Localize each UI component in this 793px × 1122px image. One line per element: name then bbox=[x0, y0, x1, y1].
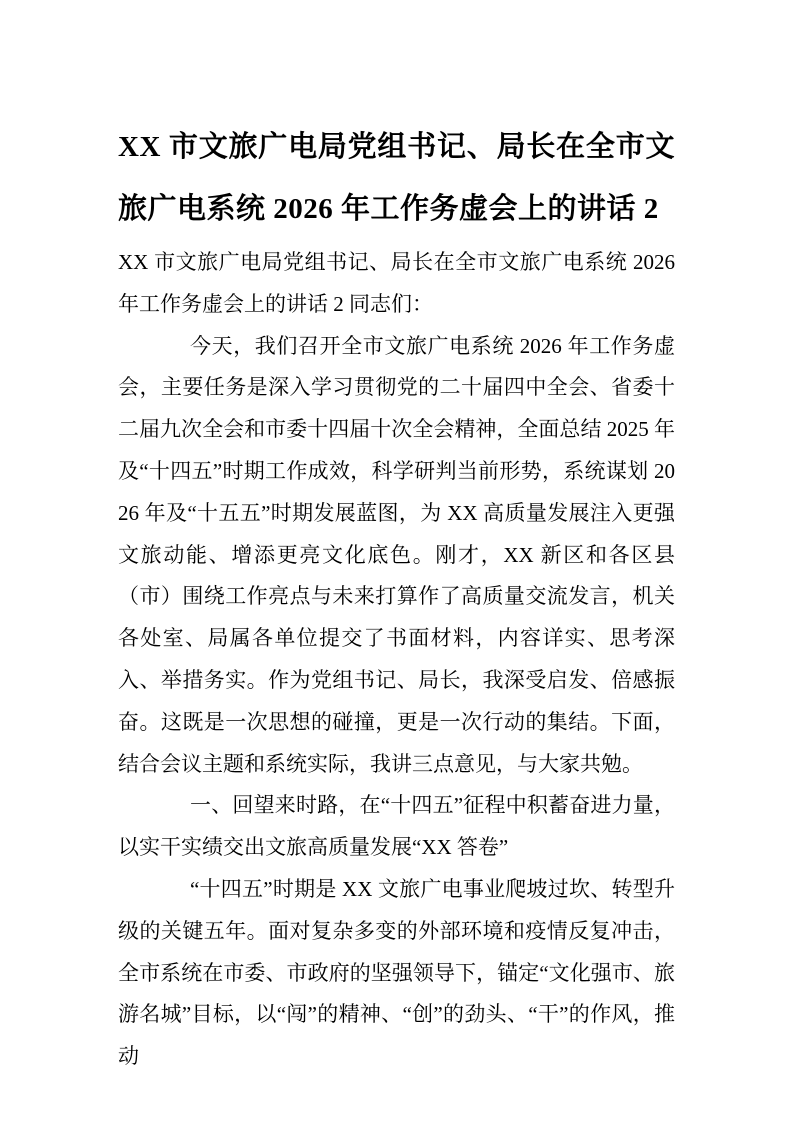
paragraph-salutation: XX 市文旅广电局党组书记、局长在全市文旅广电系统 2026 年工作务虚会上的讲话 2 同志们： bbox=[118, 250, 675, 316]
paragraph-section-heading: 一、回望来时路，在“十四五”征程中积蓄奋进力量，以实干实绩交出文旅高质量发展“XX 答卷” bbox=[118, 793, 675, 860]
paragraph-section-body: “十四五”时期是 XX 文旅广电事业爬坡过坎、转型升级的关键五年。面对复杂多变的外部环境和疫情反复冲击，全市系统在市委、市政府的坚强领导下，锚定“文化强市、旅游名城”目标，以“闯”的精神、“创”的劲头、“干”的作风，推动 bbox=[118, 876, 675, 1069]
document-title: XX 市文旅广电局党组书记、局长在全市文旅广电系统 2026 年工作务虚会上的讲话 2 bbox=[118, 131, 675, 225]
paragraph-intro: 今天，我们召开全市文旅广电系统 2026 年工作务虚会，主要任务是深入学习贯彻党的二十届四中全会、省委十二届九次全会和市委十四届十次全会精神，全面总结 2025 年及“十四五”时期工作成效，科学研判当前形势，系统谋划 2026 年及“十五五”时期发展蓝图，为 XX 高质量发展注入更强文旅动能、增添更亮文化底色。刚才，XX 新区和各区县（市）围绕工作亮点与未来打算作了高质量交流发言，机关各处室、局属各单位提交了书面材料，内容详实、思考深入、举措务实。作为党组书记、局长，我深受启发、倍感振奋。这既是一次思想的碰撞，更是一次行动的集结。下面，结合会议主题和系统实际，我讲三点意见，与大家共勉。 bbox=[118, 333, 675, 776]
document-body bbox=[118, 242, 675, 1078]
